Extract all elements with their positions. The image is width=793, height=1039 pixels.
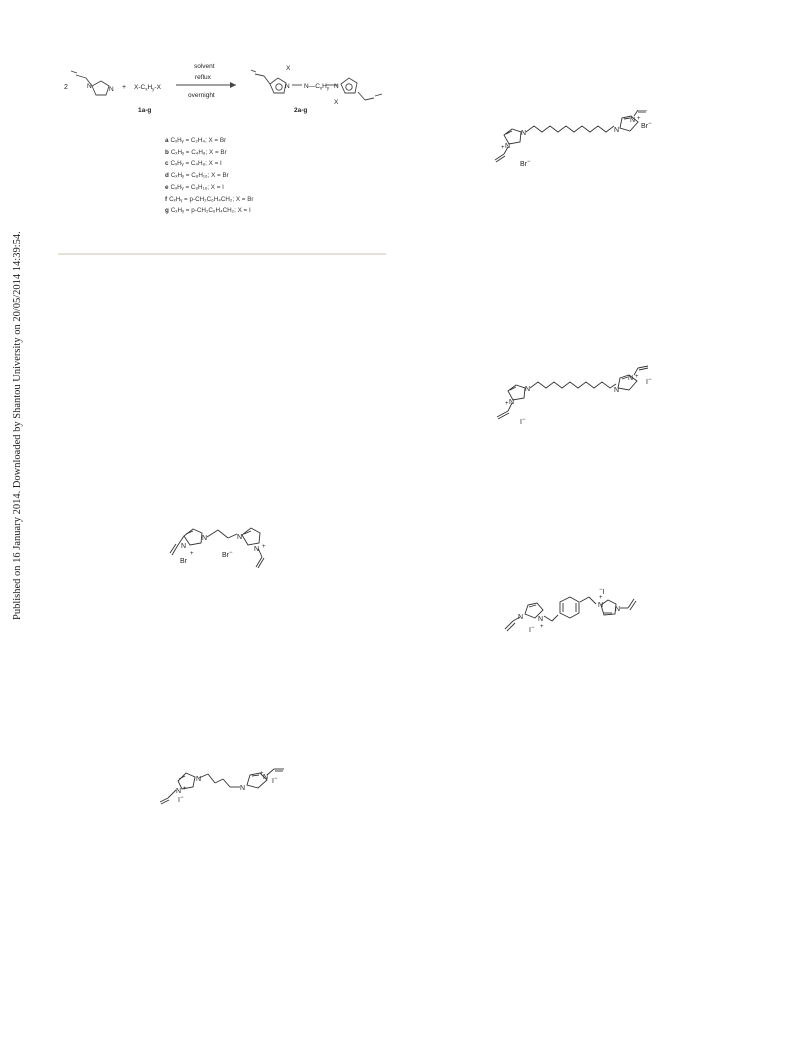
iodide-anion: I− — [520, 417, 526, 426]
svg-text:N: N — [509, 399, 515, 406]
ring-n-label: N — [109, 86, 114, 93]
svg-text:+: + — [540, 624, 544, 630]
svg-text:N: N — [538, 616, 544, 623]
svg-text:+: + — [637, 116, 641, 122]
vinyl-n-label: N — [87, 83, 92, 90]
bromide-anion: Br− — [641, 121, 652, 130]
svg-text:N: N — [628, 375, 634, 382]
svg-text:+: + — [635, 374, 639, 380]
download-margin-note: Published on 16 January 2014. Downloaded by Shantou University on 20/05/2014 14:39:54. — [12, 231, 23, 620]
reaction-arrowhead — [230, 82, 236, 88]
legend-row: g CₓHᵧ = p-CH₂C₆H₄CH₂; X = I — [165, 207, 251, 215]
product-n-right: N — [334, 83, 339, 90]
bromide-anion: Br — [180, 558, 187, 565]
bromide-anion: Br− — [520, 159, 531, 168]
svg-text:N: N — [525, 386, 531, 393]
svg-text:N: N — [518, 614, 524, 621]
legend-row: f CₓHᵧ = p-CH₂C₆H₄CH₂; X = Br — [165, 195, 254, 203]
structure-2d — [490, 110, 660, 175]
legend-row: a CₓHᵧ = C₂H₄; X = Br — [165, 137, 227, 144]
section-divider — [58, 253, 386, 255]
structure-2a — [160, 515, 280, 577]
svg-text:N: N — [263, 774, 269, 781]
reagent-formula: $X-C_xH_y-X$ — [134, 84, 161, 92]
svg-text:N: N — [196, 776, 202, 783]
iodide-anion: I− — [646, 377, 652, 386]
legend-row: d CₓHᵧ = C₈H₁₆; X = Br — [165, 172, 229, 180]
svg-text:+: + — [190, 551, 194, 557]
svg-text:+: + — [501, 145, 505, 151]
product-label: 2a-g — [294, 107, 308, 114]
svg-text:N: N — [254, 546, 260, 553]
condition-overnight: overnight — [188, 92, 215, 99]
product-linker: $N—C_xH_y$ — [304, 83, 330, 91]
structure-2e — [490, 362, 665, 432]
svg-text:+: + — [183, 786, 187, 792]
legend-row: e CₓHᵧ = C₈H₁₆; X = I — [165, 183, 224, 191]
condition-solvent: solvent — [194, 63, 215, 70]
svg-text:N: N — [521, 130, 527, 137]
structure-2g — [500, 585, 660, 645]
iodide-anion: −I — [599, 587, 605, 596]
svg-text:N: N — [630, 117, 636, 124]
substituent-legend — [165, 135, 254, 217]
svg-text:N: N — [181, 543, 187, 550]
reagent-label: 1a-g — [138, 107, 152, 114]
iodide-anion: I− — [529, 625, 535, 634]
structure-2b — [152, 765, 302, 815]
legend-row: b CₓHᵧ = C₄H₈; X = Br — [165, 148, 227, 156]
svg-text:+: + — [262, 544, 266, 550]
svg-text:N: N — [614, 127, 620, 134]
reagent-coefficient: 2 — [64, 84, 68, 91]
svg-text:+: + — [260, 771, 264, 777]
svg-text:N: N — [202, 535, 208, 542]
svg-text:N: N — [598, 602, 604, 609]
svg-text:+: + — [599, 595, 603, 601]
product-anion-top: X — [286, 65, 291, 72]
condition-reflux: reflux — [195, 74, 211, 81]
svg-text:N: N — [237, 534, 243, 541]
svg-text:N: N — [614, 387, 620, 394]
svg-text:N: N — [176, 788, 182, 795]
product-anion-bottom: X — [334, 99, 339, 106]
legend-row: c CₓHᵧ = C₄H₈; X = I — [165, 160, 222, 168]
svg-text:N: N — [505, 143, 511, 150]
product-n-left: N — [285, 83, 290, 90]
iodide-anion: I− — [178, 795, 184, 804]
plus-sign: + — [122, 84, 127, 91]
svg-text:N: N — [615, 606, 621, 613]
iodide-anion: I− — [272, 776, 278, 785]
svg-text:+: + — [505, 401, 509, 407]
svg-text:N: N — [240, 785, 246, 792]
bromide-anion: Br− — [222, 550, 233, 559]
